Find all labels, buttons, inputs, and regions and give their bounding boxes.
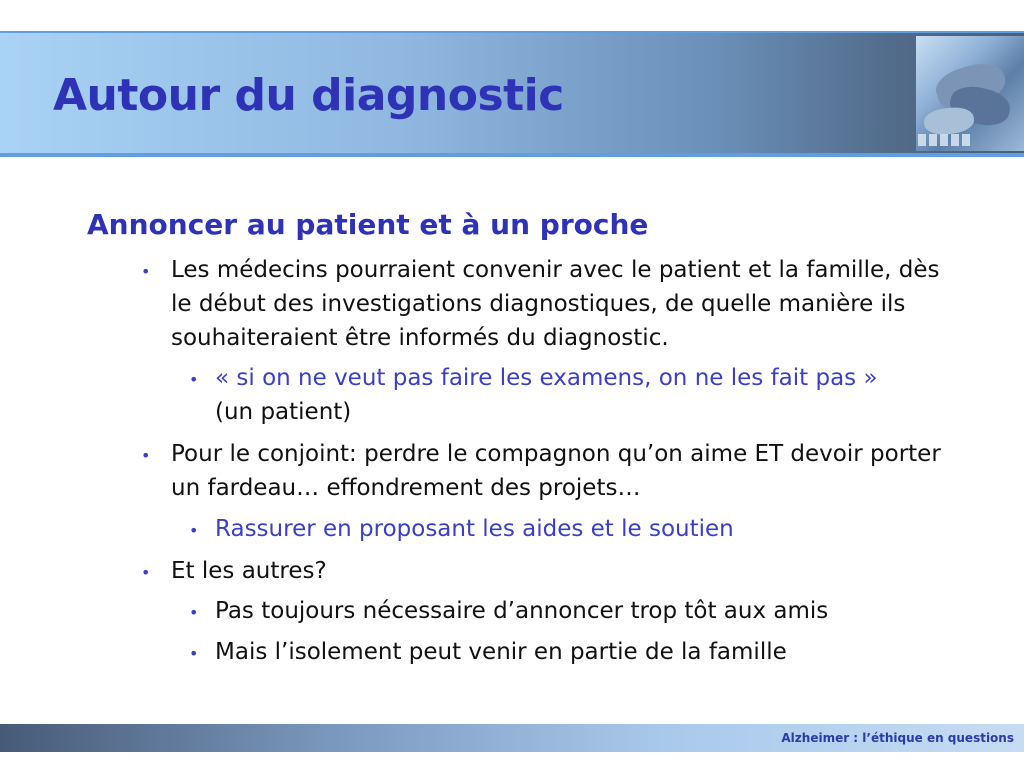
slide-title: Autour du diagnostic bbox=[53, 70, 564, 121]
bullet-icon: • bbox=[141, 262, 151, 281]
quote-attribution: (un patient) bbox=[215, 399, 352, 425]
bullet-icon: • bbox=[189, 521, 199, 540]
bullet-item-quote bbox=[215, 361, 975, 429]
footer-text: Alzheimer : l’éthique en questions bbox=[781, 731, 1014, 745]
slide-subtitle: Annoncer au patient et à un proche bbox=[87, 208, 649, 241]
hands-photo-image bbox=[916, 36, 1024, 151]
bullet-item: Et les autres? bbox=[171, 558, 327, 584]
bullet-icon: • bbox=[189, 603, 199, 622]
bullet-icon: • bbox=[189, 370, 199, 389]
bullet-item: Rassurer en proposant les aides et le soutien bbox=[215, 516, 734, 542]
bullet-item: Mais l’isolement peut venir en partie de la famille bbox=[215, 639, 787, 665]
bullet-item: Pas toujours nécessaire d’annoncer trop tôt aux amis bbox=[215, 598, 829, 624]
quote-text: « si on ne veut pas faire les examens, on ne les fait pas » bbox=[215, 365, 878, 391]
bullet-icon: • bbox=[189, 644, 199, 663]
header-bottom-rule bbox=[0, 153, 1024, 157]
bullet-item: Les médecins pourraient convenir avec le patient et la famille, dès le début des investigations diagnostiques, de quelle manière ils souhaiteraient être informés du diagnostic. bbox=[171, 257, 940, 351]
bullet-icon: • bbox=[141, 563, 151, 582]
bullet-icon: • bbox=[141, 446, 151, 465]
bullet-item: Pour le conjoint: perdre le compagnon qu’on aime ET devoir porter un fardeau… effondrement des projets… bbox=[171, 441, 941, 501]
